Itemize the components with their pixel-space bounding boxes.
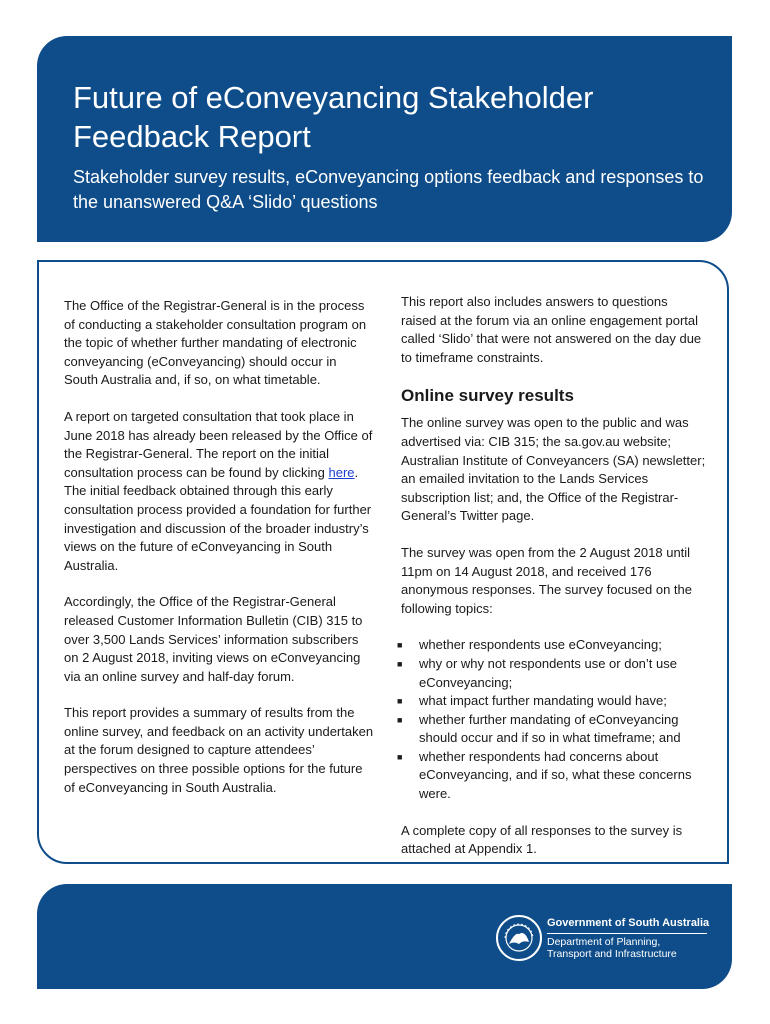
- report-text-before-link: A report on targeted consultation that took place in June 2018 has already been released by the Office of the Registrar-General. The report on the initial consultation process can be found by clicking: [64, 408, 373, 480]
- header-banner: [37, 36, 732, 242]
- department-name: Department of Planning, Transport and Infrastructure: [547, 936, 677, 960]
- list-item: ■ whether further mandating of eConveyancing should occur and if so in what timeframe; and: [397, 711, 681, 746]
- summary-paragraph: This report provides a summary of results from the online survey, and feedback on an activity undertaken at the forum designed to capture attendees’ perspectives on three possible options for the future of eConveyancing in South Australia.: [64, 705, 374, 795]
- list-item: ■ whether respondents use eConveyancing;: [401, 636, 706, 655]
- here-link[interactable]: here: [328, 464, 355, 480]
- cib-paragraph: Accordingly, the Office of the Registrar-General released Customer Information Bulletin (CIB) 315 to over 3,500 Lands Services’ information subscribers on 2 August 2018, inviting views on eConveyancing via an online survey and half-day forum.: [64, 594, 363, 684]
- bullet-icon: ■: [397, 658, 403, 669]
- section-heading: Online survey results: [401, 386, 574, 406]
- government-name: Government of South Australia: [547, 917, 710, 929]
- topics-list: [397, 636, 706, 803]
- list-item: ■ why or why not respondents use or don’t use eConveyancing;: [397, 655, 677, 690]
- bullet-icon: ■: [397, 714, 403, 725]
- survey-dates-paragraph: The survey was open from the 2 August 2018 until 11pm on 14 August 2018, and received 176 anonymous responses. The survey focused on the following topics:: [401, 544, 692, 616]
- report-text-after-link: . The initial feedback obtained through this early consultation process provided a foundation for further investigation and discussion of the broader industry’s views on the future of eConveyancing in South Australia.: [64, 464, 372, 573]
- bullet-icon: ■: [397, 640, 403, 651]
- bullet-icon: ■: [397, 751, 403, 762]
- report-paragraph: [64, 408, 374, 575]
- sa-government-crest-icon: [495, 914, 543, 962]
- survey-advertised-paragraph: The online survey was open to the public and was advertised via: CIB 315; the sa.gov.au website; Australian Institute of Conveyancers (SA) newsletter; an emailed invitation to the Lands Services subscription list; and, the Office of the Registrar-General’s Twitter page.: [401, 415, 706, 524]
- list-item: ■ what impact further mandating would have;: [401, 692, 706, 711]
- footer-banner: [37, 884, 732, 989]
- page-subtitle: Stakeholder survey results, eConveyancing options feedback and responses to the unanswered Q&A ‘Slido’ questions: [73, 167, 704, 212]
- appendix-paragraph: A complete copy of all responses to the survey is attached at Appendix 1.: [401, 822, 683, 857]
- bullet-icon: ■: [397, 696, 403, 707]
- right-column: [397, 293, 706, 877]
- left-column: [64, 297, 374, 815]
- list-item: ■ whether respondents had concerns about eConveyancing, and if so, what these concerns were.: [397, 748, 692, 802]
- footer-divider: [547, 933, 707, 934]
- intro-paragraph: The Office of the Registrar-General is in the process of conducting a stakeholder consultation program on the topic of whether further mandating of electronic conveyancing (eConveyancing) should occur in South Australia and, if so, on what timetable.: [64, 298, 367, 388]
- page-title: Future of eConveyancing Stakeholder Feedback Report: [73, 80, 594, 154]
- slido-paragraph: This report also includes answers to questions raised at the forum via an online engagement portal called ‘Slido’ that were not answered on the day due to timeframe constraints.: [401, 294, 702, 365]
